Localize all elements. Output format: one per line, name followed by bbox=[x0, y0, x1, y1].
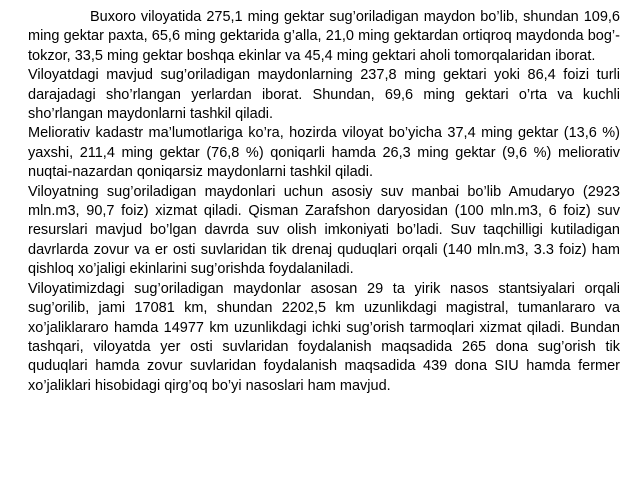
paragraph-pumping-stations: Viloyatimizdagi sug’oriladigan maydonlar asosan 29 ta yirik nasos stantsiyalari orqali sug’orilib, jami 17081 km, shundan 2202,5 km uzunlikdagi magistral, tumanlararo va xo’jaliklararo hamda 14977 km uzunlikdagi ichki sug’orish tarmoqlari xizmat qiladi. Bundan tashqari, viloyatda yer osti suvlaridan foydalanish maqsadida 265 dona sug’orish tik quduqlari hamda zovur suvlaridan foydalanish maqsadida 439 dona SIU hamda fermer xo’jaliklari hisobidagi qirg’oq bo’yi nasoslari ham mavjud. bbox=[28, 280, 620, 394]
document-body bbox=[28, 8, 620, 396]
paragraph-meliorative-cadastre: Meliorativ kadastr ma’lumotlariga ko’ra, hozirda viloyat bo’yicha 37,4 ming gektar (13,6 %) yaxshi, 211,4 ming gektar (76,8 %) qoniqarli hamda 26,3 ming gektar (9,6 %) meliorativ nuqtai-nazardan qoniqarsiz maydonlarni tashkil qiladi. bbox=[28, 125, 620, 181]
paragraph-water-sources: Viloyatning sug’oriladigan maydonlari uchun asosiy suv manbai bo’lib Amudaryo (2923 mln.m3, 90,7 foiz) xizmat qiladi. Qisman Zarafshon daryosidan (100 mln.m3, 6 foiz) suv resurslari mavjud bo’lgan davrda suv olish imkoniyati bo’ladi. Suv taqchilligi kutiladigan davrlarda zovur va er osti suvlaridan tik drenaj quduqlari orqali (140 mln.m3, 3.3 foiz) ham qishloq xo’jaligi ekinlarini sug’orishda foydalaniladi. bbox=[28, 183, 620, 278]
paragraph-irrigated-area: Buxoro viloyatida 275,1 ming gektar sug’oriladigan maydon bo’lib, shundan 109,6 ming gektar paxta, 65,6 ming gektarida g’alla, 21,0 ming gektardan ortiqroq maydonda bog’-tokzor, 33,5 ming gektar boshqa ekinlar va 45,4 ming gektari aholi tomorqalaridan iborat. bbox=[28, 9, 620, 64]
paragraph-salinity: Viloyatdagi mavjud sug’oriladigan maydonlarning 237,8 ming gektari yoki 86,4 foizi turli darajadagi sho’rlangan yerlardan iborat. Shundan, 69,6 ming gektari o’rta va kuchli sho’rlangan maydonlarni tashkil qiladi. bbox=[28, 67, 620, 123]
